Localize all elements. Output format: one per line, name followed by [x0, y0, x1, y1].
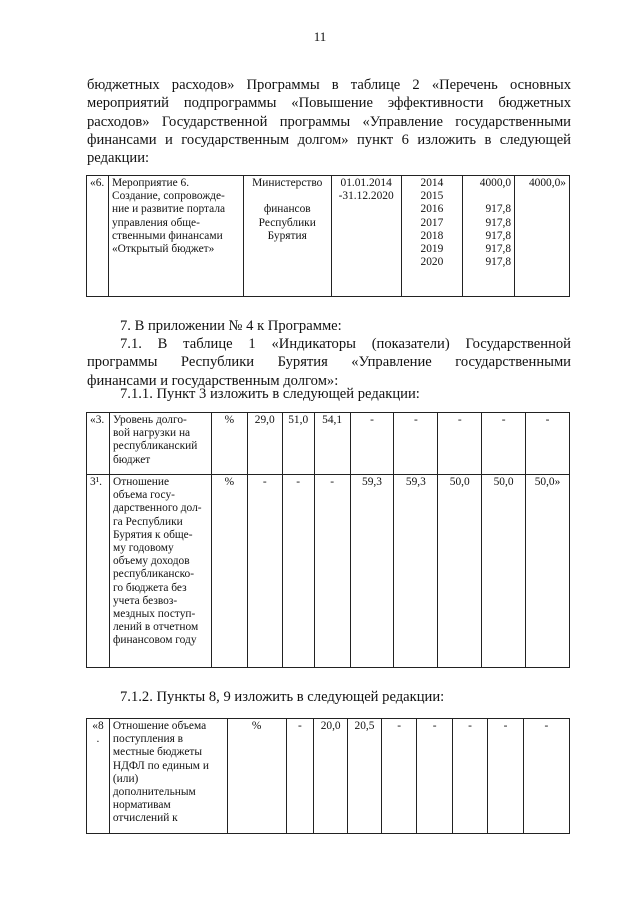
- value-cell: -: [247, 475, 282, 668]
- value-cell: -: [482, 413, 526, 475]
- value-cell: -: [314, 475, 350, 668]
- unit: %: [227, 719, 286, 834]
- section-line: финансами и государственным долгом»:: [87, 372, 339, 389]
- intro-line: редакции:: [87, 150, 150, 167]
- indicator-name: Отношение объема госу- дарственного дол- га Республики Бурятия к обще- му годовому объему доходов республиканско- го бюджета без учета безвоз- мездных поступ- лений в отчетном финансовом году: [109, 475, 211, 668]
- intro-line: мероприятий подпрограммы «Повышение эффективности бюджетных: [87, 95, 571, 112]
- years: 2014 2015 2016 2017 2018 2019 2020: [401, 176, 463, 297]
- total: 4000,0»: [515, 176, 570, 297]
- indicator-name: Отношение объема поступления в местные бюджеты НДФЛ по единым и (или) дополнительным нормативам отчислений к: [109, 719, 227, 834]
- intro-paragraph: [87, 76, 571, 167]
- activity-table: [86, 175, 570, 297]
- indicator-name: Уровень долго- вой нагрузки на республиканский бюджет: [109, 413, 211, 475]
- intro-line: расходов» Государственной программы «Управление государственными: [87, 113, 571, 130]
- period: 01.01.2014 -31.12.2020: [331, 176, 401, 297]
- value-cell: -: [381, 719, 416, 834]
- value-cell: 50,0: [482, 475, 526, 668]
- item-heading: 7.1.2. Пункты 8, 9 изложить в следующей редакции:: [120, 689, 445, 705]
- value-cell: 54,1: [314, 413, 350, 475]
- value-cell: -: [523, 719, 569, 834]
- section-paragraph: [87, 335, 571, 390]
- value-cell: -: [438, 413, 482, 475]
- row-number: «3.: [87, 413, 110, 475]
- amounts: 4000,0 917,8 917,8 917,8 917,8 917,8: [463, 176, 515, 297]
- row-number: «8 .: [87, 719, 110, 834]
- value-cell: -: [488, 719, 523, 834]
- value-cell: 51,0: [282, 413, 314, 475]
- intro-line: финансами и государственным долгом» пункт 6 изложить в следующей: [87, 131, 571, 148]
- value-cell: 59,3: [350, 475, 394, 668]
- value-cell: 29,0: [247, 413, 282, 475]
- intro-line: бюджетных расходов» Программы в таблице 2 «Перечень основных: [87, 77, 571, 93]
- activity-name: Мероприятие 6. Создание, сопровожде- ние и развитие портала управления обще- ственными финансами «Открытый бюджет»: [108, 176, 243, 297]
- row-number: «6.: [87, 176, 109, 297]
- unit: %: [211, 413, 247, 475]
- value-cell: -: [526, 413, 570, 475]
- row-number: 3¹.: [87, 475, 110, 668]
- value-cell: 50,0: [438, 475, 482, 668]
- unit: %: [211, 475, 247, 668]
- indicators-table: [86, 412, 570, 668]
- value-cell: -: [394, 413, 438, 475]
- value-cell: -: [452, 719, 487, 834]
- indicators-table-continued: [86, 718, 570, 834]
- value-cell: 20,5: [348, 719, 382, 834]
- value-cell: -: [286, 719, 314, 834]
- value-cell: 59,3: [394, 475, 438, 668]
- section-line: программы Республики Бурятия «Управление государственными: [87, 354, 571, 371]
- value-cell: 20,0: [314, 719, 348, 834]
- section-heading: 7. В приложении № 4 к Программе:: [120, 318, 342, 334]
- item-heading: 7.1.1. Пункт 3 изложить в следующей редакции:: [120, 386, 420, 402]
- executor: Министерство финансов Республики Бурятия: [243, 176, 331, 297]
- value-cell: 50,0»: [526, 475, 570, 668]
- value-cell: -: [417, 719, 452, 834]
- page-number: 11: [313, 29, 327, 44]
- value-cell: -: [282, 475, 314, 668]
- section-line: 7.1. В таблице 1 «Индикаторы (показатели) Государственной: [120, 336, 571, 352]
- value-cell: -: [350, 413, 394, 475]
